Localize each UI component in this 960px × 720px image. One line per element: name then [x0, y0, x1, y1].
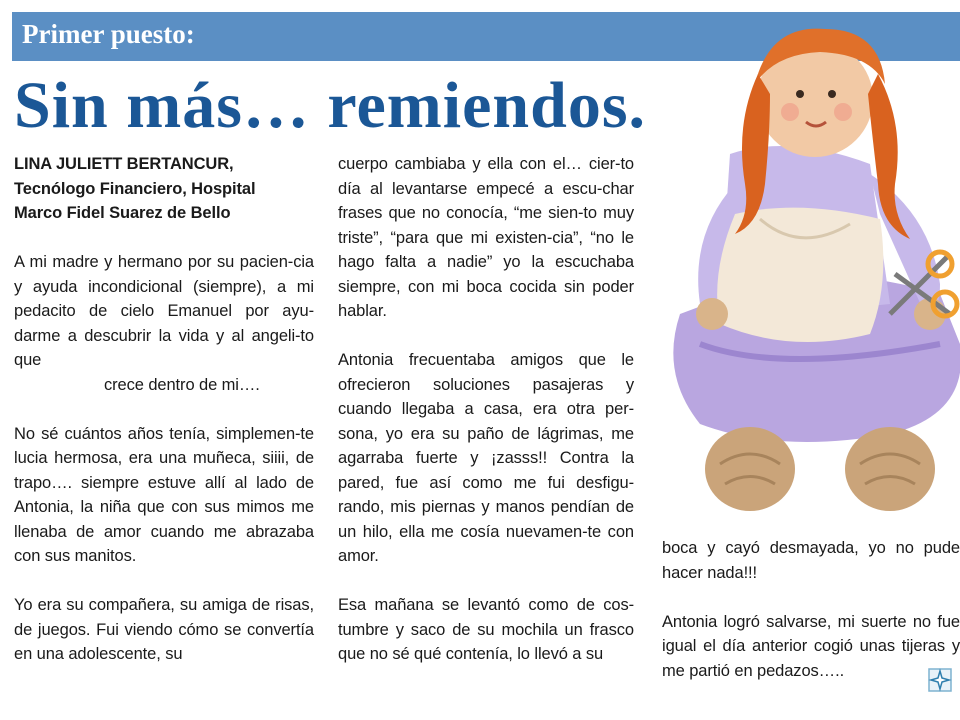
author-place: Marco Fidel Suarez de Bello	[14, 204, 231, 222]
article-column-2	[338, 152, 634, 691]
dedication-paragraph	[14, 250, 314, 397]
body-paragraph: boca y cayó desmayada, yo no pude hacer nada!!!	[662, 539, 960, 582]
body-paragraph: Antonia logró salvarse, mi suerte no fue igual el día anterior cogió unas tijeras y me partió en pedazos…..	[662, 612, 960, 680]
dedication-end: crece dentro de mi….	[104, 375, 260, 394]
star-icon	[928, 668, 952, 692]
article-column-1	[14, 152, 314, 691]
body-paragraph: cuerpo cambiaba y ella con el… cier-to día al levantarse empecé a escu-char frases que no conocía, “me sien-to muy triste”, “para que mi existen-cia”, “no le hago falta a nadie” yo la escuchaba siempre, con mi boca cocida sin poder hablar.	[338, 155, 634, 320]
author-name: LINA JULIETT BERTANCUR,	[14, 155, 234, 173]
article-column-3	[662, 536, 960, 708]
section-label: Primer puesto:	[22, 19, 195, 49]
body-paragraph: No sé cuántos años tenía, simplemen-te lucia hermosa, era una muñeca, siiii, de trapo…. siempre estuve allí al lado de Antonia, la niña que con sus mimos me llenaba de amor cuando me abrazaba con sus manitos.	[14, 424, 314, 565]
author-block	[14, 152, 314, 226]
author-role: Tecnólogo Financiero, Hospital	[14, 179, 256, 198]
rag-doll-illustration	[640, 14, 960, 524]
article-headline: Sin más… remiendos.	[14, 69, 647, 142]
body-paragraph: Esa mañana se levantó como de cos-tumbre y saco de su mochila un frasco que no sé qué contenía, lo llevó a su	[338, 596, 634, 663]
dedication-text: A mi madre y hermano por su pacien-cia y ayuda incondicional (siempre), a mi pedacito de cielo Emanuel por ayu-darme a descubrir la vida y al angeli-to que	[14, 253, 314, 369]
body-paragraph: Antonia frecuentaba amigos que le ofrecieron soluciones pasajeras y cuando llegaba a casa, era otra per-sona, yo era su paño de lágrimas, me agarraba fuerte y ¡zasss!! Contra la pared, fue así como me fui desfigu-rando, mis piernas y manos pendían de un hilo, ella me cosía nuevamen-te con amor.	[338, 351, 634, 565]
body-paragraph: Yo era su compañera, su amiga de risas, de juegos. Fui viendo cómo se convertía en una adolescente, su	[14, 596, 314, 663]
